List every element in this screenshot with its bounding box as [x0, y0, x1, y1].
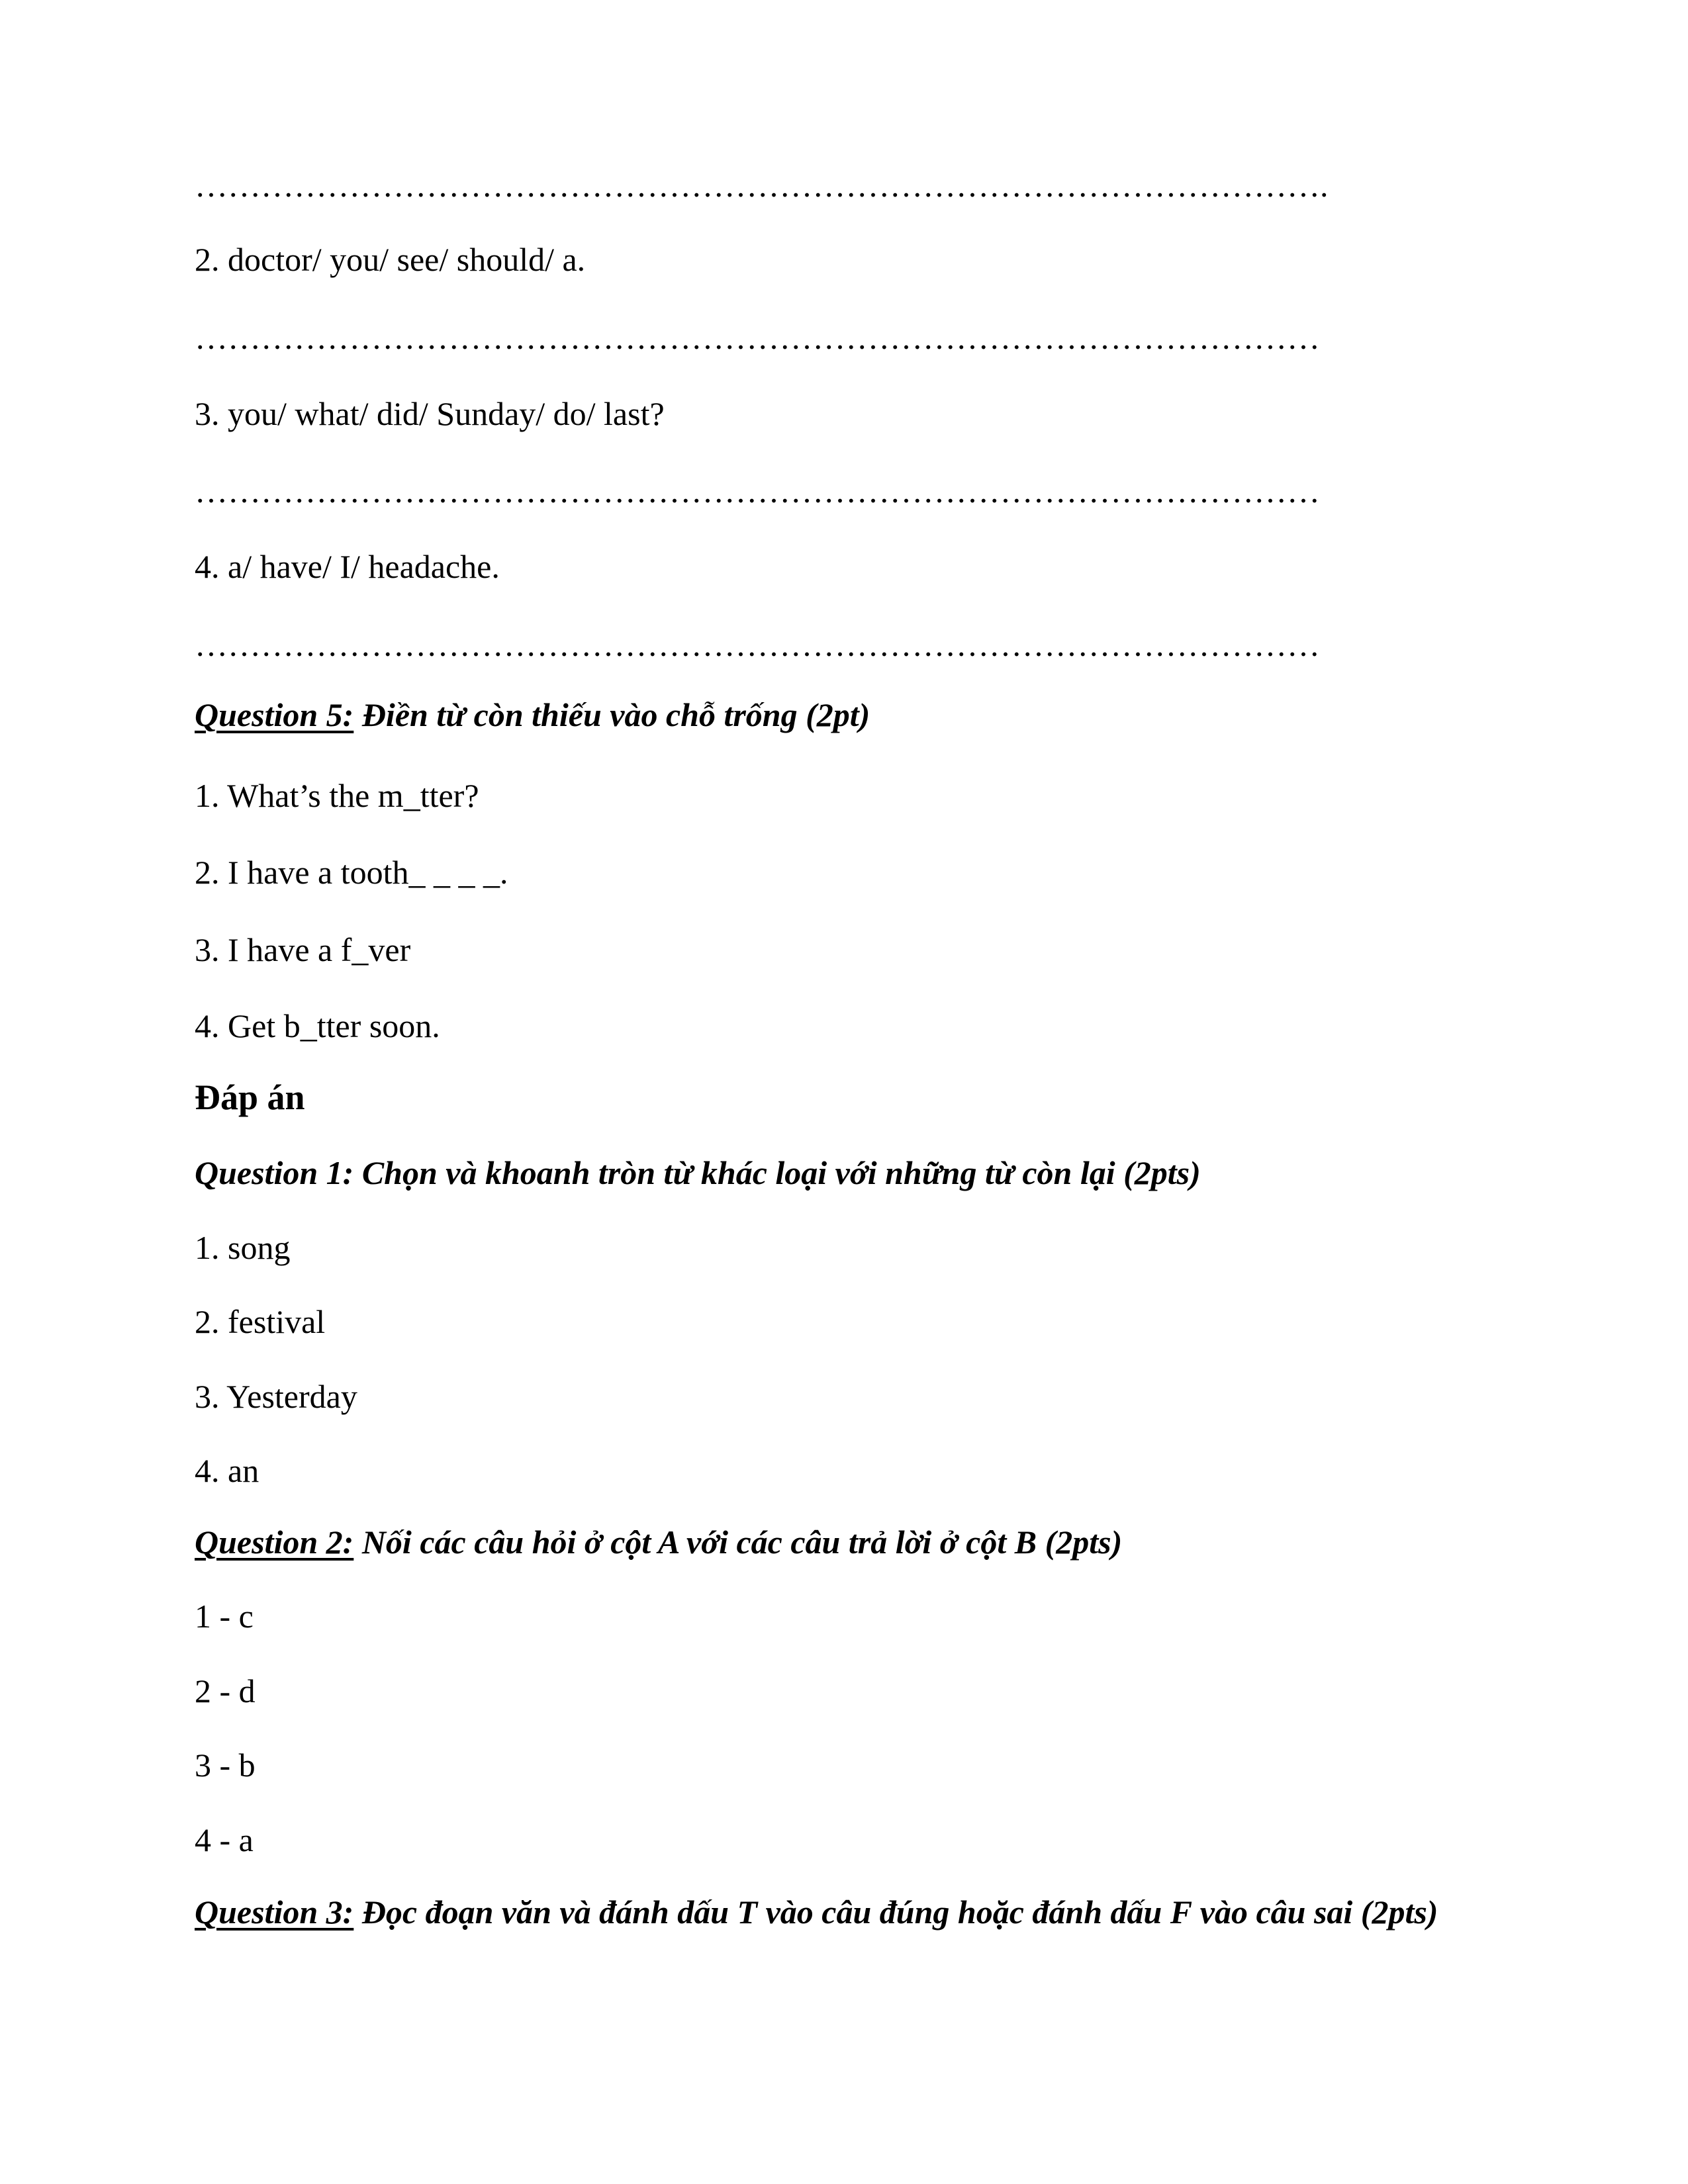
answer-blank-line: …………………………………………………………………………………………. [195, 167, 1329, 204]
q5-item-3: 3. I have a f_ver [195, 931, 411, 968]
answer-question-2-title [195, 1522, 1122, 1562]
q5-item-2: 2. I have a tooth_ _ _ _. [195, 854, 508, 891]
a1-item-2: 2. festival [195, 1303, 326, 1340]
q4-item-4: 4. a/ have/ I/ headache. [195, 548, 500, 585]
answer-question-3-instruction: Đọc đoạn văn và đánh dấu T vào câu đúng hoặc đánh dấu F vào câu sai (2pts) [353, 1893, 1438, 1931]
answer-question-1-title [195, 1153, 1201, 1193]
answer-blank-line: ………………………………………………………………………………………… [195, 319, 1320, 356]
question-5-title [195, 695, 870, 735]
a2-item-1: 1 - c [195, 1598, 254, 1635]
answer-blank-line: ………………………………………………………………………………………… [195, 473, 1320, 510]
answer-question-3-label: Question 3: [195, 1893, 354, 1931]
a2-item-2: 2 - d [195, 1672, 256, 1709]
answer-key-heading: Đáp án [195, 1077, 305, 1117]
a2-item-4: 4 - a [195, 1821, 254, 1858]
a1-item-4: 4. an [195, 1452, 259, 1489]
answer-question-3-title [195, 1893, 1512, 1931]
question-5-label: Question 5: [195, 696, 354, 733]
q5-item-1: 1. What’s the m_tter? [195, 777, 479, 814]
answer-question-1-instruction: Chọn và khoanh tròn từ khác loại với những từ còn lại (2pts) [353, 1154, 1201, 1191]
a1-item-1: 1. song [195, 1229, 291, 1266]
answer-question-1-label: Question 1: [195, 1154, 354, 1191]
answer-blank-line: ………………………………………………………………………………………… [195, 626, 1320, 663]
question-5-instruction: Điền từ còn thiếu vào chỗ trống (2pt) [353, 696, 870, 733]
q4-item-2: 2. doctor/ you/ see/ should/ a. [195, 241, 586, 278]
a1-item-3: 3. Yesterday [195, 1378, 357, 1415]
a2-item-3: 3 - b [195, 1747, 256, 1784]
answer-question-2-instruction: Nối các câu hỏi ở cột A với các câu trả lời ở cột B (2pts) [353, 1524, 1123, 1561]
answer-question-2-label: Question 2: [195, 1524, 354, 1561]
q4-item-3: 3. you/ what/ did/ Sunday/ do/ last? [195, 395, 665, 432]
q5-item-4: 4. Get b_tter soon. [195, 1007, 440, 1044]
